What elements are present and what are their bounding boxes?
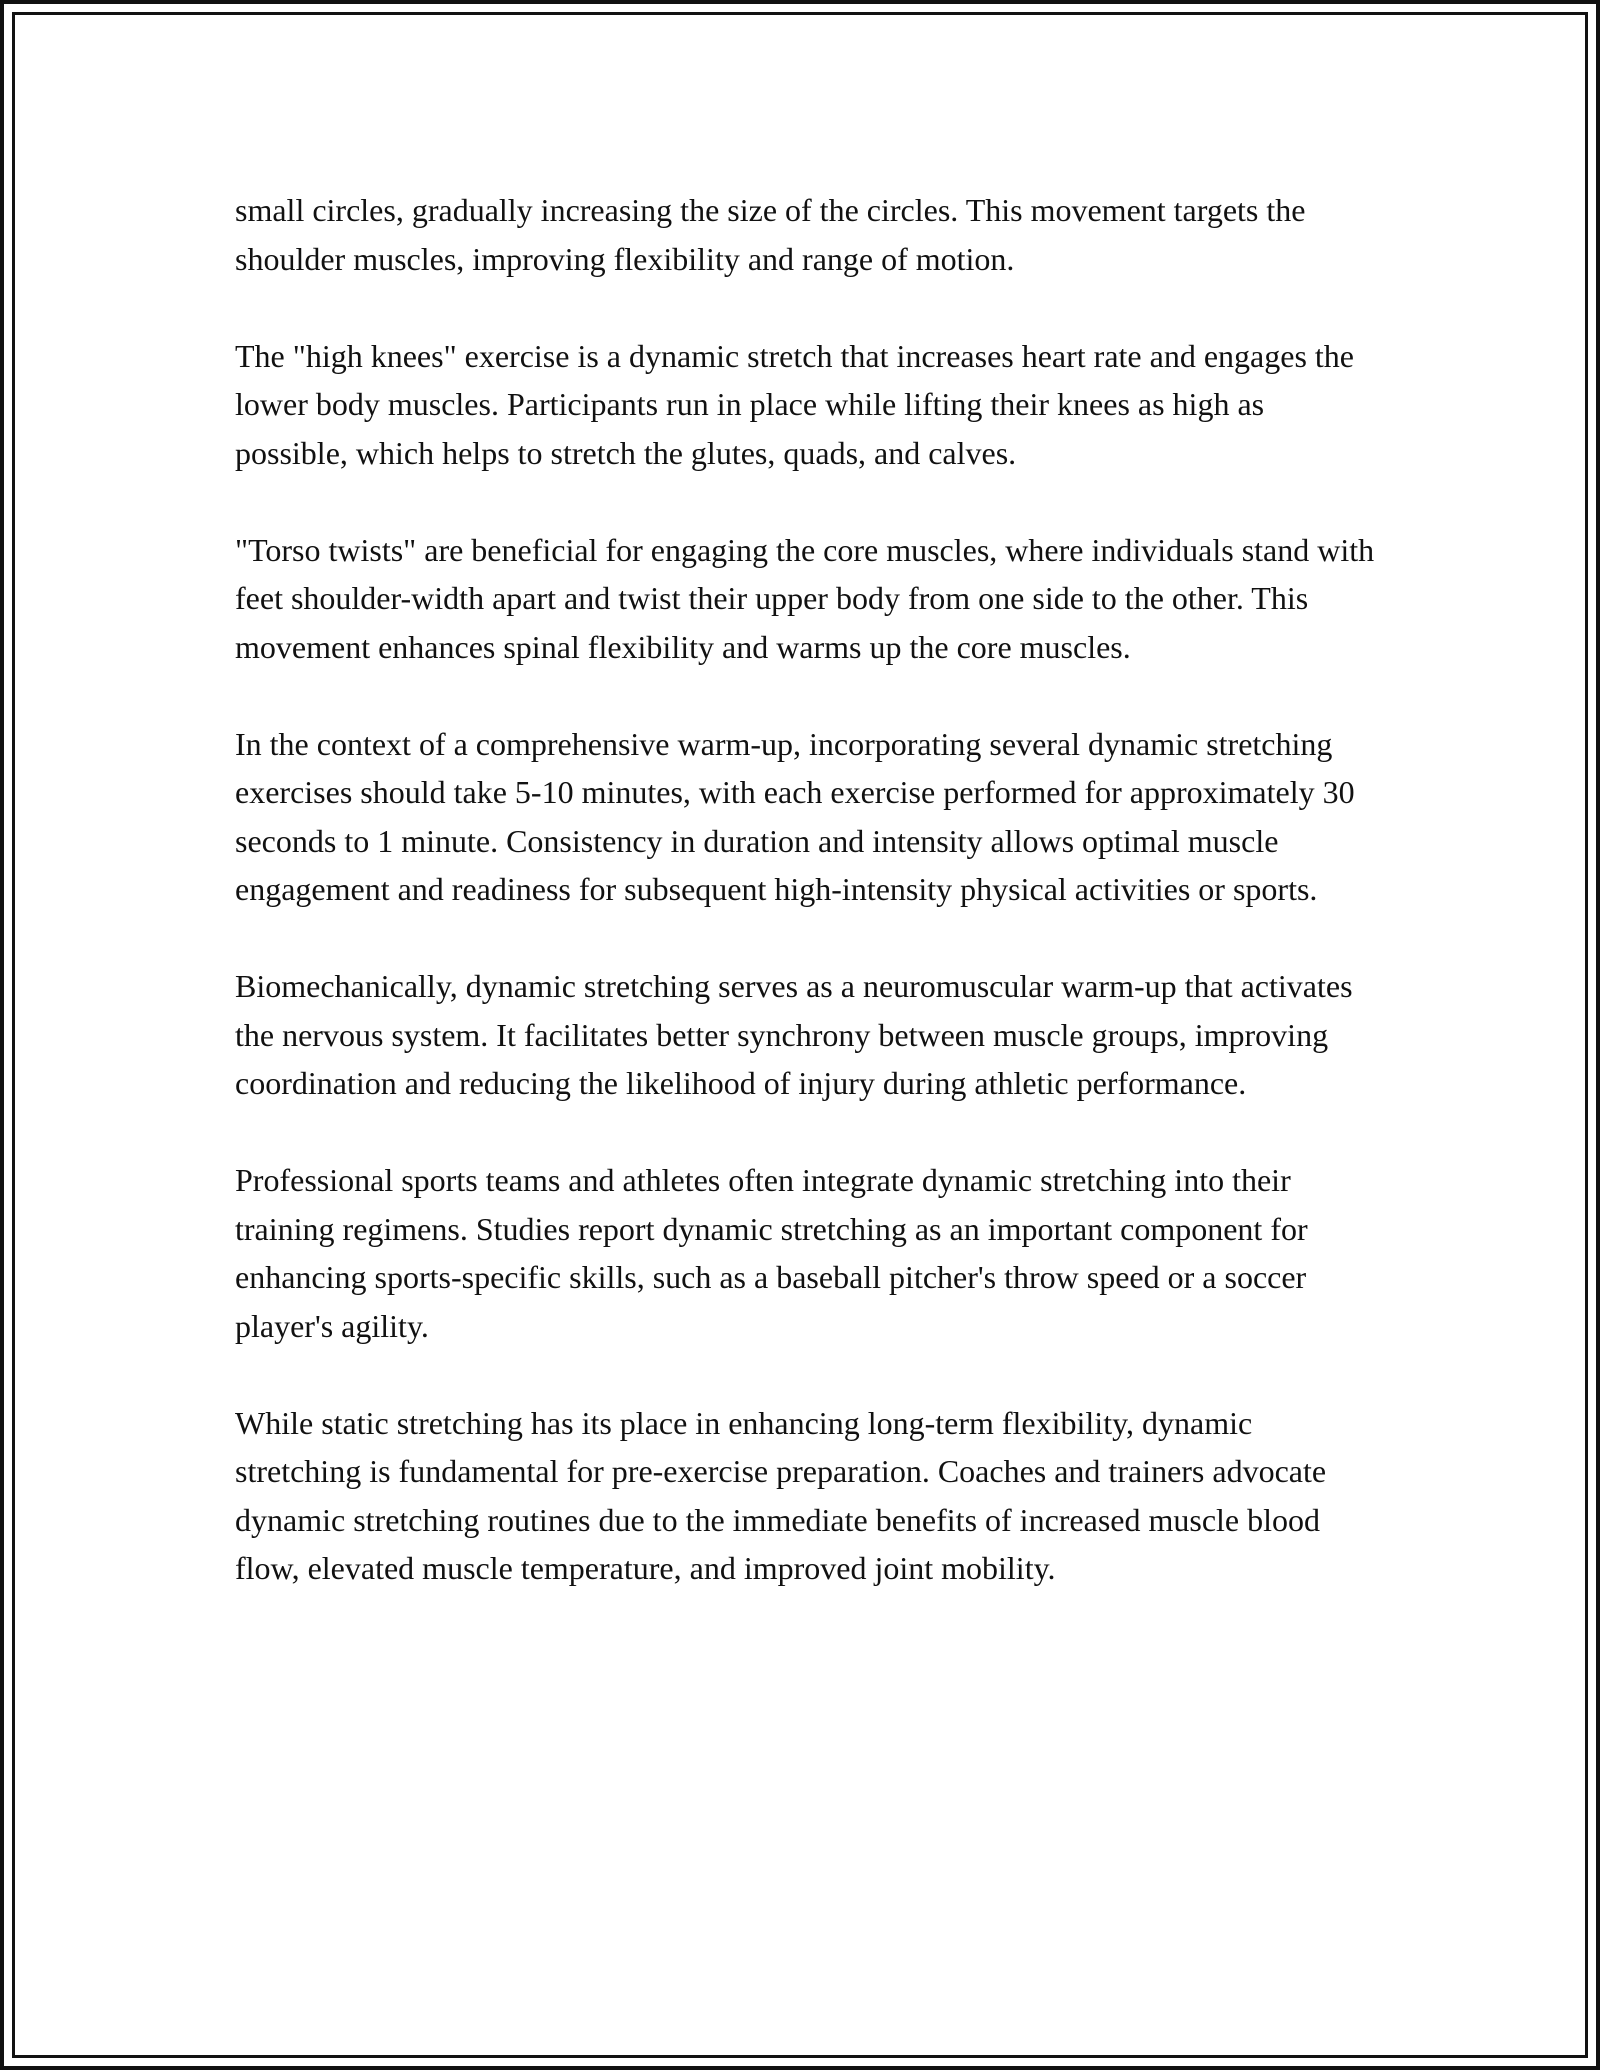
paragraph-warm-up-duration: In the context of a comprehensive warm-up, incorporating several dynamic stretching exercises should take 5-10 minutes, with each exercise performed for approximately 30 seconds to 1 minute. Consistency in duration and intensity allows optimal muscle engagement and readiness for subsequent high-intensity physical activities or sports. bbox=[235, 725, 1355, 907]
paragraph-biomechanics: Biomechanically, dynamic stretching serves as a neuromuscular warm-up that activates the nervous system. It facilitates better synchrony between muscle groups, improving coordination and reducing the likelihood of injury during athletic performance. bbox=[235, 968, 1353, 1101]
paragraph-professional-sports: Professional sports teams and athletes often integrate dynamic stretching into their training regimens. Studies report dynamic stretching as an important component for enhancing sports-specific skills, such as a baseball pitcher's throw speed or a soccer player's agility. bbox=[235, 1162, 1308, 1344]
paragraph-torso-twists: "Torso twists" are beneficial for engaging the core muscles, where individuals stand with feet shoulder-width apart and twist their upper body from one side to the other. This movement enhances spinal flexibility and warms up the core muscles. bbox=[235, 531, 1375, 665]
paragraph-shoulder-circles: small circles, gradually increasing the size of the circles. This movement targets the shoulder muscles, improving flexibility and range of motion. bbox=[235, 192, 1306, 277]
paragraph-high-knees: The "high knees" exercise is a dynamic stretch that increases heart rate and engages the lower body muscles. Participants run in place while lifting their knees as high as possible, which helps to stretch the glutes, quads, and calves. bbox=[235, 337, 1354, 471]
paragraph-static-vs-dynamic: While static stretching has its place in enhancing long-term flexibility, dynamic stretching is fundamental for pre-exercise preparation. Coaches and trainers advocate dynamic stretching routines due to the immediate benefits of increased muscle blood flow, elevated muscle temperature, and improved joint mobility. bbox=[235, 1404, 1327, 1586]
document-body bbox=[235, 186, 1375, 1641]
